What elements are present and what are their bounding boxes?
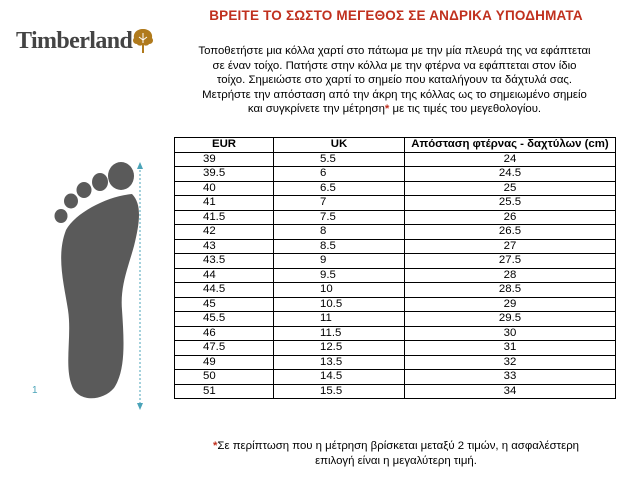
cell-uk: 5.5 — [274, 152, 405, 167]
cell-eur: 49 — [175, 355, 274, 370]
cell-eur: 45.5 — [175, 312, 274, 327]
toe-shape — [77, 182, 92, 198]
instruction-line: Μετρήστε την απόσταση από την άκρη της κόλλας ως το σημειωμένο σημείο — [202, 88, 587, 101]
instruction-line — [172, 102, 617, 117]
page-title: ΒΡΕΙΤΕ ΤΟ ΣΩΣΤΟ ΜΕΓΕΘΟΣ ΣΕ ΑΝΔΡΙΚΑ ΥΠΟΔΗΜΑΤΑ — [209, 8, 583, 23]
cell-length: 25.5 — [405, 196, 616, 211]
cell-length: 33 — [405, 370, 616, 385]
cell-length: 30 — [405, 326, 616, 341]
asterisk-mark: * — [384, 103, 390, 116]
instruction-line: Τοποθετήστε μια κόλλα χαρτί στο πάτωμα με την μία πλευρά της να εφάπτεται — [198, 45, 591, 57]
cell-uk: 7 — [274, 196, 405, 211]
cell-eur: 46 — [175, 326, 274, 341]
cell-eur: 40 — [175, 181, 274, 196]
footnote — [176, 439, 616, 469]
table-row — [175, 254, 616, 269]
toe-shape — [55, 209, 68, 223]
cell-eur: 41 — [175, 196, 274, 211]
table-row — [175, 225, 616, 240]
cell-eur: 45 — [175, 297, 274, 312]
table-row — [175, 239, 616, 254]
instructions — [172, 44, 617, 117]
cell-uk: 8 — [274, 225, 405, 240]
cell-eur: 39.5 — [175, 167, 274, 182]
toe-shape — [64, 194, 78, 209]
cell-uk: 10 — [274, 283, 405, 298]
cell-uk: 11 — [274, 312, 405, 327]
cell-uk: 7.5 — [274, 210, 405, 225]
table-row — [175, 196, 616, 211]
col-header-length: Απόσταση φτέρνας - δαχτύλων (cm) — [405, 138, 616, 153]
cell-uk: 9.5 — [274, 268, 405, 283]
table-row — [175, 268, 616, 283]
cell-eur: 43 — [175, 239, 274, 254]
arrow-down-icon — [137, 403, 143, 410]
size-chart-table — [174, 137, 616, 399]
cell-length: 28.5 — [405, 283, 616, 298]
cell-eur: 43.5 — [175, 254, 274, 269]
big-toe-shape — [108, 162, 134, 190]
footnote-text: Σε περίπτωση που η μέτρηση βρίσκεται μεταξύ 2 τιμών, η ασφαλέστερη — [217, 440, 580, 452]
table-row — [175, 297, 616, 312]
table-row — [175, 312, 616, 327]
marker-label: 1 — [32, 385, 38, 396]
cell-uk: 10.5 — [274, 297, 405, 312]
cell-eur: 41.5 — [175, 210, 274, 225]
table-row — [175, 167, 616, 182]
cell-uk: 11.5 — [274, 326, 405, 341]
table-row — [175, 384, 616, 399]
table-row — [175, 355, 616, 370]
cell-uk: 12.5 — [274, 341, 405, 356]
cell-length: 28 — [405, 268, 616, 283]
cell-length: 29 — [405, 297, 616, 312]
cell-length: 24 — [405, 152, 616, 167]
col-header-uk: UK — [274, 138, 405, 153]
sole-shape — [61, 194, 139, 398]
cell-length: 27.5 — [405, 254, 616, 269]
tree-icon — [130, 27, 156, 55]
cell-eur: 51 — [175, 384, 274, 399]
cell-length: 24.5 — [405, 167, 616, 182]
cell-uk: 6.5 — [274, 181, 405, 196]
cell-uk: 9 — [274, 254, 405, 269]
cell-length: 27 — [405, 239, 616, 254]
instruction-line: τοίχο. Σημειώστε στο χαρτί το σημείο που καταλήγουν τα δάχτυλά σας. — [216, 74, 573, 87]
cell-length: 29.5 — [405, 312, 616, 327]
cell-length: 31 — [405, 341, 616, 356]
cell-uk: 14.5 — [274, 370, 405, 385]
cell-uk: 8.5 — [274, 239, 405, 254]
cell-eur: 44 — [175, 268, 274, 283]
table-row — [175, 326, 616, 341]
table-row — [175, 283, 616, 298]
table-row — [175, 152, 616, 167]
cell-uk: 15.5 — [274, 384, 405, 399]
footnote-text: επιλογή είναι η μεγαλύτερη τιμή. — [315, 455, 477, 467]
foot-illustration — [28, 160, 168, 410]
table-header-row — [175, 138, 616, 153]
asterisk-mark: * — [212, 440, 218, 452]
cell-uk: 6 — [274, 167, 405, 182]
instruction-text: με τις τιμές του μεγεθολογίου. — [389, 103, 542, 116]
instruction-text: και συγκρίνετε την μέτρηση — [247, 103, 385, 116]
cell-eur: 42 — [175, 225, 274, 240]
table-row — [175, 341, 616, 356]
brand-name: Timberland — [16, 28, 133, 54]
table-row — [175, 370, 616, 385]
instruction-line: σε έναν τοίχο. Πατήστε στην κόλλα με την φτέρνα να εφάπτεται στον ίδιο — [212, 59, 577, 72]
cell-length: 32 — [405, 355, 616, 370]
cell-length: 34 — [405, 384, 616, 399]
brand-logo — [16, 26, 158, 58]
cell-eur: 47.5 — [175, 341, 274, 356]
table-row — [175, 210, 616, 225]
cell-eur: 44.5 — [175, 283, 274, 298]
cell-length: 26 — [405, 210, 616, 225]
cell-length: 25 — [405, 181, 616, 196]
col-header-eur: EUR — [175, 138, 274, 153]
cell-eur: 39 — [175, 152, 274, 167]
toe-shape — [92, 173, 108, 191]
arrow-up-icon — [137, 162, 143, 169]
cell-uk: 13.5 — [274, 355, 405, 370]
table-row — [175, 181, 616, 196]
cell-length: 26.5 — [405, 225, 616, 240]
cell-eur: 50 — [175, 370, 274, 385]
